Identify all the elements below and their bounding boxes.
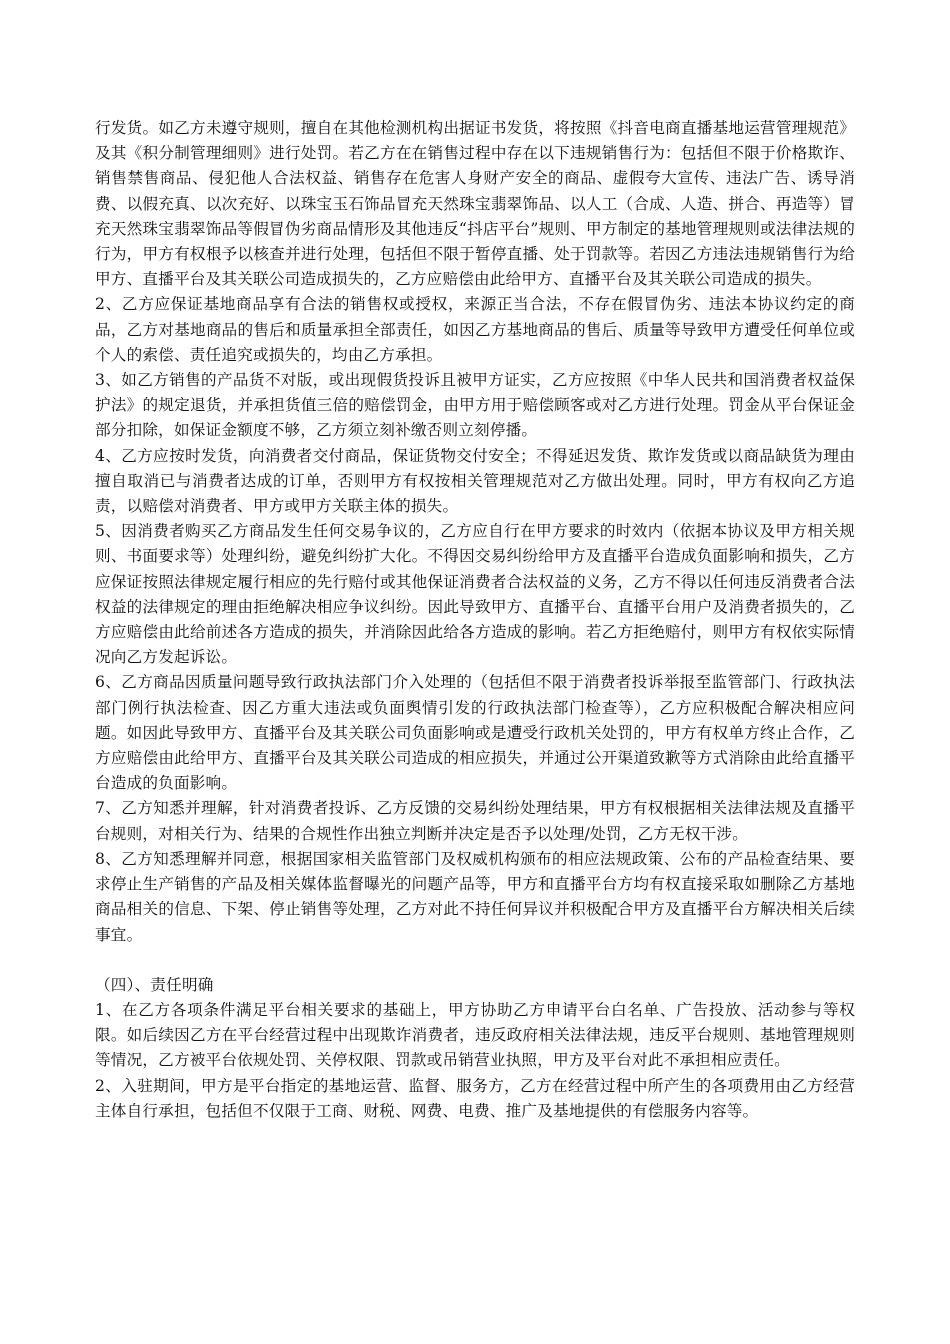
section-spacer: [95, 948, 855, 973]
responsibility-clause-2: 2、入驻期间，甲方是平台指定的基地运营、监督、服务方，乙方在经营过程中所产生的各项费用由乙方经营主体自行承担，包括但不仅限于工商、财税、网费、电费、推广及基地提供的有偿服务内容等。: [95, 1076, 855, 1120]
document-page: [95, 116, 855, 1124]
clause-3: 3、如乙方销售的产品货不对版，或出现假货投诉且被甲方证实，乙方应按照《中华人民共和国消费者权益保护法》的规定退货，并承担货值三倍的赔偿罚金，由甲方用于赔偿顾客或对乙方进行处理。罚金从平台保证金部分扣除，如保证金额度不够，乙方须立刻补缴否则立刻停播。: [95, 371, 855, 440]
clause-6: 6、乙方商品因质量问题导致行政执法部门介入处理的（包括但不限于消费者投诉举报至监管部门、行政执法部门例行执法检查、因乙方重大违法或负面舆情引发的行政执法部门检查等），乙方应积极配合解决相应问题。如因此导致甲方、直播平台及其关联公司负面影响或是遭受行政机关处罚的，甲方有权单方终止合作，乙方应赔偿由此给甲方、直播平台及其关联公司造成的相应损失，并通过公开渠道致歉等方式消除由此给直播平台造成的负面影响。: [95, 673, 855, 793]
clause-2: 2、乙方应保证基地商品享有合法的销售权或授权，来源正当合法，不存在假冒伪劣、违法本协议约定的商品，乙方对基地商品的售后和质量承担全部责任，如因乙方基地商品的售后、质量等导致甲方遭受任何单位或个人的索偿、责任追究或损失的，均由乙方承担。: [95, 295, 855, 364]
clause-4: 4、乙方应按时发货，向消费者交付商品，保证货物交付安全；不得延迟发货、欺诈发货或以商品缺货为理由擅自取消已与消费者达成的订单，否则甲方有权按相关管理规范对乙方做出处理。同时，甲方有权向乙方追责，以赔偿对消费者、甲方或甲方关联主体的损失。: [95, 446, 855, 516]
clause-7: 7、乙方知悉并理解，针对消费者投诉、乙方反馈的交易纠纷处理结果，甲方有权根据相关法律法规及直播平台规则，对相关行为、结果的合规性作出独立判断并决定是否予以处理/处罚，乙方无权干涉。: [95, 799, 855, 843]
responsibility-clause-1: 1、在乙方各项条件满足平台相关要求的基础上，甲方协助乙方申请平台白名单、广告投放、活动参与等权限。如后续因乙方在平台经营过程中出现欺诈消费者，违反政府相关法律法规，违反平台规则、基地管理规则等情况，乙方被平台依规处罚、关停权限、罚款或吊销营业执照，甲方及平台对此不承担相应责任。: [95, 1000, 855, 1070]
paragraph-continuation: 行发货。如乙方未遵守规则，擅自在其他检测机构出据证书发货，将按照《抖音电商直播基地运营管理规范》及其《积分制管理细则》进行处罚。若乙方在在销售过程中存在以下违规销售行为：包括但不限于价格欺诈、销售禁售商品、侵犯他人合法权益、销售存在危害人身财产安全的商品、虚假夸大宣传、违法广告、诱导消费、以假充真、以次充好、以珠宝玉石饰品冒充天然珠宝翡翠饰品、以人工（合成、人造、拼合、再造等）冒充天然珠宝翡翠饰品等假冒伪劣商品情形及其他违反“抖店平台”规则、甲方制定的基地管理规则或法律法规的行为，甲方有权根予以核查并进行处理，包括但不限于暂停直播、处于罚款等。若因乙方违法违规销售行为给甲方、直播平台及其关联公司造成损失的，乙方应赔偿由此给甲方、直播平台及其关联公司造成的损失。: [95, 119, 855, 289]
section-heading: （四）、责任明确: [95, 975, 214, 994]
clause-5: 5、因消费者购买乙方商品发生任何交易争议的，乙方应自行在甲方要求的时效内（依据本协议及甲方相关规则、书面要求等）处理纠纷，避免纠纷扩大化。不得因交易纠纷给甲方及直播平台造成负面影响和损失，乙方应保证按照法律规定履行相应的先行赔付或其他保证消费者合法权益的义务，乙方不得以任何违反消费者合法权益的法律规定的理由拒绝解决相应争议纠纷。因此导致甲方、直播平台、直播平台用户及消费者损失的，乙方应赔偿由此给前述各方造成的损失，并消除因此给各方造成的影响。若乙方拒绝赔付，则甲方有权依实际情况向乙方发起诉讼。: [95, 522, 855, 667]
clause-8: 8、乙方知悉理解并同意，根据国家相关监管部门及权威机构颁布的相应法规政策、公布的产品检查结果、要求停止生产销售的产品及相关媒体监督曝光的问题产品等，甲方和直播平台方均有权直接采取如删除乙方基地商品相关的信息、下架、停止销售等处理，乙方对此不持任何异议并积极配合甲方及直播平台方解决相关后续事宜。: [95, 849, 855, 944]
